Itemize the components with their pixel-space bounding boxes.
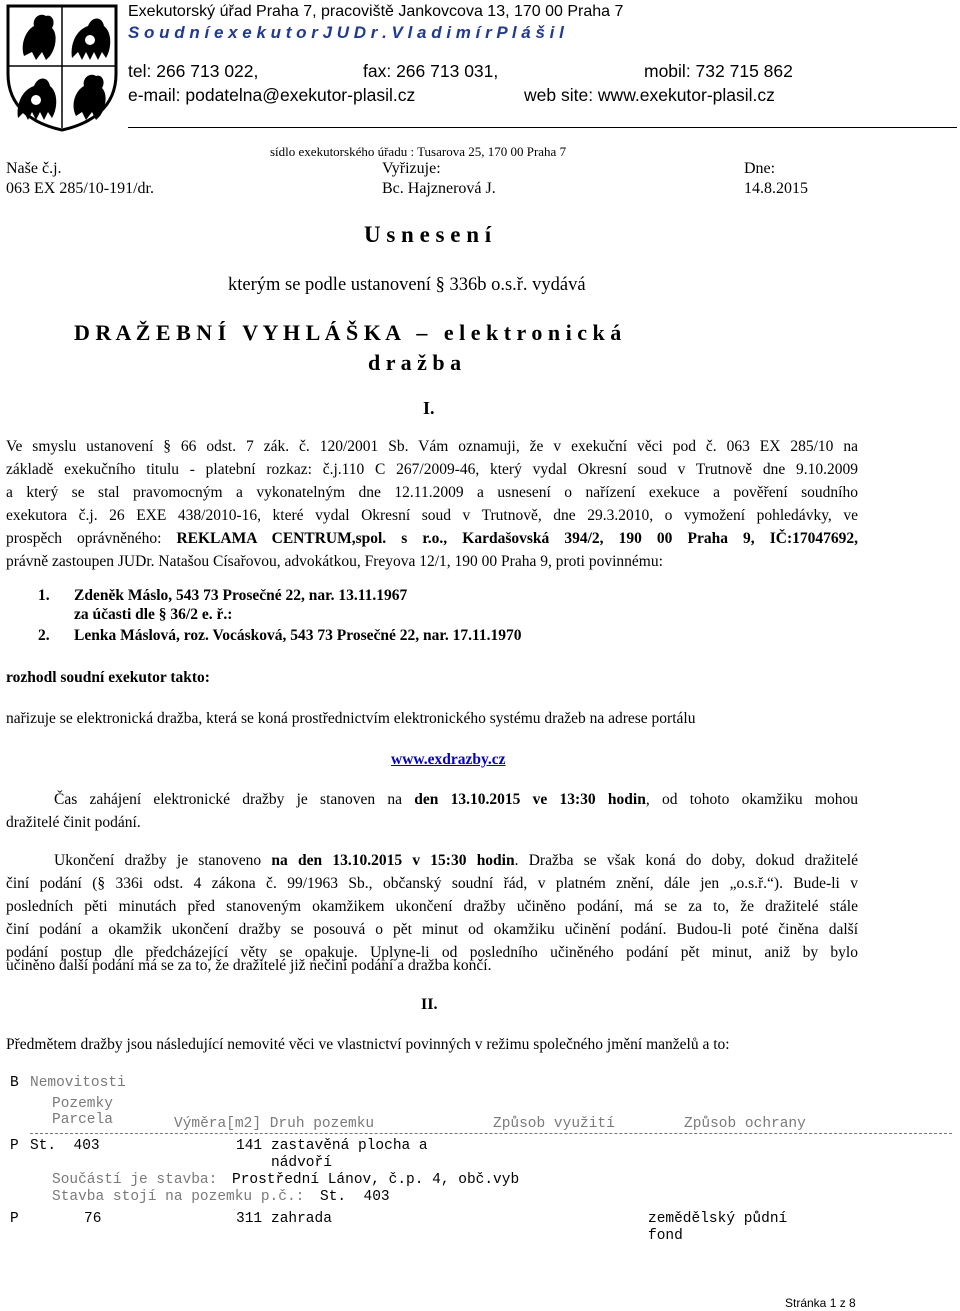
kn-row2-p: P: [10, 1211, 19, 1227]
end-time-line-4: činí podání a okamžik ukončení dražby se posouvá o pět minut od okamžiku učinění podání. Budou-li poté činěna další: [6, 921, 858, 938]
tel-number: tel: 266 713 022,: [128, 61, 259, 81]
date-label: Dne:: [744, 160, 776, 177]
web-site: web site: www.exekutor-plasil.cz: [524, 85, 775, 105]
office-seat: sídlo exekutorského úřadu : Tusarova 25, 170 00 Praha 7: [270, 144, 567, 159]
date-value: 14.8.2015: [744, 180, 808, 197]
debtor-1-number: 1.: [38, 587, 50, 604]
page-number: Stránka 1 z 8: [785, 1296, 856, 1310]
intro-line-5: prospěch oprávněného: REKLAMA CENTRUM,spol. s r.o., Kardašovská 394/2, 190 00 Praha 9, IČ:17047692,: [6, 530, 858, 547]
usneseni-title: U s n e s e n í: [364, 222, 492, 247]
ref-label: Naše č.j.: [6, 160, 62, 177]
handler-name: Bc. Hajznerová J.: [382, 180, 496, 197]
kn-row1-area: 141: [236, 1138, 263, 1154]
ref-number: 063 EX 285/10-191/dr.: [6, 180, 154, 197]
legal-basis: kterým se podle ustanovení § 336b o.s.ř. vydává: [228, 275, 586, 295]
intro-line-3: a který se stal pravomocným a vykonatelným dne 12.11.2009 a usnesení o nařízení exekuce a pověření soudního: [6, 484, 858, 501]
executor-name: S o u d n í e x e k u t o r J U D r . V l a d i m í r P l á š i l: [128, 23, 564, 42]
intro-line-1: Ve smyslu ustanovení § 66 odst. 7 zák. č. 120/2001 Sb. Vám oznamuji, že v exekuční věci pod č. 063 EX 285/10 na: [6, 438, 858, 455]
office-address: Exekutorský úřad Praha 7, pracoviště Jankovcova 13, 170 00 Praha 7: [128, 3, 624, 20]
debtor-1-note: za účasti dle § 36/2 e. ř.:: [74, 606, 233, 623]
kn-parcela: Parcela: [52, 1112, 113, 1128]
creditor-name: REKLAMA CENTRUM,spol. s r.o., Kardašovská 394/2, 190 00 Praha 9, IČ:17047692,: [176, 530, 858, 547]
kn-b-prefix: B: [10, 1075, 19, 1091]
start-time-line-2: dražitelé činit podání.: [6, 814, 141, 831]
section-two: II.: [421, 996, 438, 1013]
kn-part-value: Prostřední Lánov, č.p. 4, obč.vyb: [232, 1172, 520, 1188]
end-time: na den 13.10.2015 v 15:30 hodin: [271, 852, 515, 869]
debtor-2: Lenka Máslová, roz. Vocásková, 543 73 Prosečné 22, nar. 17.11.1970: [74, 627, 522, 644]
kn-pozemky: Pozemky: [52, 1096, 113, 1112]
start-time-line-1: Čas zahájení elektronické dražby je stanoven na den 13.10.2015 ve 13:30 hodin, od tohoto okamžiku mohou: [54, 791, 858, 808]
intro-line-2: základě exekučního titulu - platební rozkaz: č.j.110 C 267/2009-46, který vydal Okresní soud v Trutnově dne 9.10.2009: [6, 461, 858, 478]
start-time: den 13.10.2015 ve 13:30 hodin: [414, 791, 646, 808]
intro-line-6: právně zastoupen JUDr. Natašou Císařovou, advokátkou, Freyova 12/1, 190 00 Praha 9, proti povinnému:: [6, 553, 663, 570]
end-time-line-5: podání postup dle předcházející věty se opakuje. Uplyne-li od posledního učiněného podání pět minut, aniž by bylo: [6, 944, 858, 961]
debtor-2-number: 2.: [38, 627, 50, 644]
auction-order: nařizuje se elektronická dražba, která se koná prostřednictvím elektronického systému dražeb na adrese portálu: [6, 710, 696, 727]
kn-row1-parcel: St. 403: [30, 1138, 100, 1154]
end-time-line-3: posledních pěti minutách před stanoveným okamžikem ukončení dražby učiněno podání, má se za to, že dražitelé stále: [6, 898, 858, 915]
decision-heading: rozhodl soudní exekutor takto:: [6, 669, 210, 686]
subject-intro: Předmětem dražby jsou následující nemovité věci ve vlastnictví povinných v režimu společného jmění manželů a to:: [6, 1036, 730, 1053]
kn-row2-parcel: 76: [84, 1211, 102, 1227]
kn-row1-type-2: nádvoří: [271, 1155, 332, 1171]
mobile-number: mobil: 732 715 862: [644, 61, 793, 81]
kn-separator: [30, 1133, 952, 1134]
kn-col-area-type: Výměra[m2] Druh pozemku: [174, 1116, 375, 1132]
kn-nemovitosti: Nemovitosti: [30, 1075, 126, 1091]
kn-col-protection: Způsob ochrany: [684, 1116, 806, 1132]
kn-row2-protection: zemědělský půdní: [648, 1211, 788, 1227]
kn-part-label: Součástí je stavba:: [52, 1172, 218, 1188]
end-time-line-1: Ukončení dražby je stanoveno na den 13.10.2015 v 15:30 hodin. Dražba se však koná do doby, dokud dražitelé: [54, 852, 858, 869]
kn-building-label: Stavba stojí na pozemku p.č.:: [52, 1189, 305, 1205]
kn-col-usage: Způsob využití: [493, 1116, 615, 1132]
kn-row1-p: P: [10, 1138, 19, 1154]
auction-notice-title: D R A Ž E B N Í V Y H L Á Š K A – e l e k t r o n i c k á: [74, 320, 622, 345]
portal-link[interactable]: www.exdrazby.cz: [391, 751, 506, 768]
intro-line-4: exekutora č.j. 26 EXE 438/2010-16, které vydal Okresní soud v Trutnově, dne 29.3.2010, o vymožení pohledávky, ve: [6, 507, 858, 524]
end-time-line-6: učiněno další podání má se za to, že dražitelé již nečiní podání a dražba končí.: [6, 957, 492, 974]
kn-row1-type: zastavěná plocha a: [271, 1138, 428, 1154]
kn-row2-area: 311: [236, 1211, 263, 1227]
coat-of-arms-icon: [6, 4, 118, 132]
debtor-1: Zdeněk Máslo, 543 73 Prosečné 22, nar. 13.11.1967: [74, 587, 408, 604]
end-time-line-2: činí podání (§ 336i odst. 4 zákona č. 99/1963 Sb., občanský soudní řád, v platném znění, dále jen „o.s.ř.“). Bude-li v: [6, 875, 858, 892]
kn-building-value: St. 403: [320, 1189, 390, 1205]
kn-row2-type: zahrada: [271, 1211, 332, 1227]
section-one: I.: [423, 398, 435, 418]
kn-row2-protection-2: fond: [648, 1228, 683, 1244]
email-address: e-mail: podatelna@exekutor-plasil.cz: [128, 85, 416, 105]
handler-label: Vyřizuje:: [382, 160, 441, 177]
fax-number: fax: 266 713 031,: [363, 61, 499, 81]
header-rule: [128, 127, 957, 128]
auction-notice-title-2: d r a ž b a: [368, 350, 462, 375]
